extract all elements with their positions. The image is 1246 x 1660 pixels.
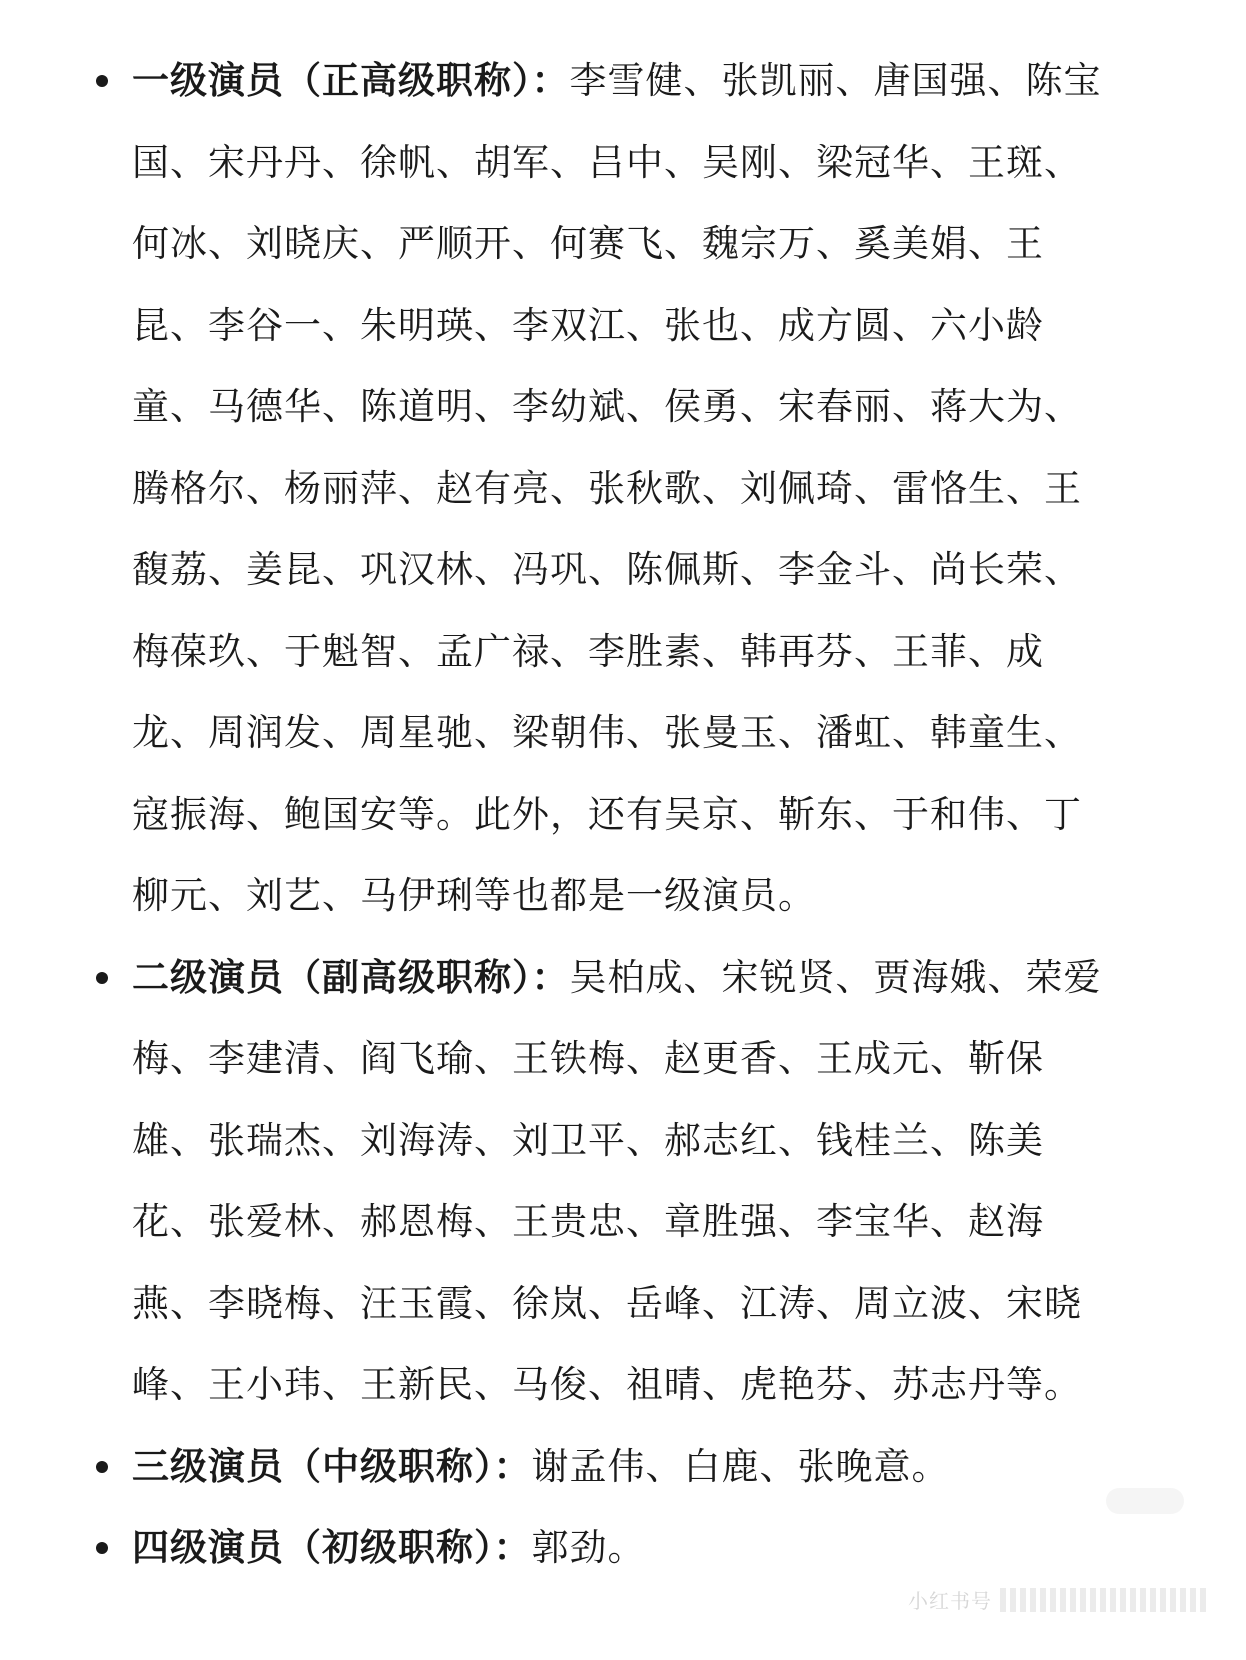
watermark-text: 小红书号 bbox=[908, 1589, 992, 1613]
grade-title: 三级演员（中级职称）： bbox=[132, 1444, 532, 1488]
list-item-grade-2 bbox=[0, 937, 1246, 1426]
watermark-blob bbox=[1106, 1488, 1184, 1514]
grade-names: 李雪健、张凯丽、唐国强、陈宝国、宋丹丹、徐帆、胡军、吕中、吴刚、梁冠华、王斑、何冰、刘晓庆、严顺开、何赛飞、魏宗万、奚美娟、王昆、李谷一、朱明瑛、李双江、张也、成方圆、六小龄童、马德华、陈道明、李幼斌、侯勇、宋春丽、蒋大为、腾格尔、杨丽萍、赵有亮、张秋歌、刘佩琦、雷恪生、王馥荔、姜昆、巩汉林、冯巩、陈佩斯、李金斗、尚长荣、梅葆玖、于魁智、孟广禄、李胜素、韩再芬、王菲、成龙、周润发、周星驰、梁朝伟、张曼玉、潘虹、韩童生、寇振海、鲍国安等。此外，还有吴京、靳东、于和伟、丁柳元、刘艺、马伊琍等也都是一级演员。 bbox=[132, 59, 1102, 917]
list-item-grade-3 bbox=[0, 1426, 1246, 1508]
grade-title: 四级演员（初级职称）： bbox=[132, 1526, 532, 1569]
grade-names: 郭劲。 bbox=[531, 1526, 646, 1569]
grade-names: 吴柏成、宋锐贤、贾海娥、荣爱梅、李建清、阎飞瑜、王铁梅、赵更香、王成元、靳保雄、张瑞杰、刘海涛、刘卫平、郝志红、钱桂兰、陈美花、张爱林、郝恩梅、王贵忠、章胜强、李宝华、赵海燕、李晓梅、汪玉霞、徐岚、岳峰、江涛、周立波、宋晓峰、王小玮、王新民、马俊、祖晴、虎艳芬、苏志丹等。 bbox=[132, 955, 1102, 1406]
list-item-grade-1 bbox=[0, 40, 1246, 937]
grade-names: 谢孟伟、白鹿、张晚意。 bbox=[531, 1444, 950, 1488]
watermark-id-mark bbox=[1000, 1588, 1210, 1612]
actor-grade-list bbox=[0, 40, 1246, 1589]
list-item-grade-4 bbox=[0, 1507, 1246, 1589]
grade-title: 二级演员（副高级职称）： bbox=[132, 955, 570, 999]
document-body bbox=[0, 40, 1246, 1589]
grade-title: 一级演员（正高级职称）： bbox=[132, 59, 570, 102]
